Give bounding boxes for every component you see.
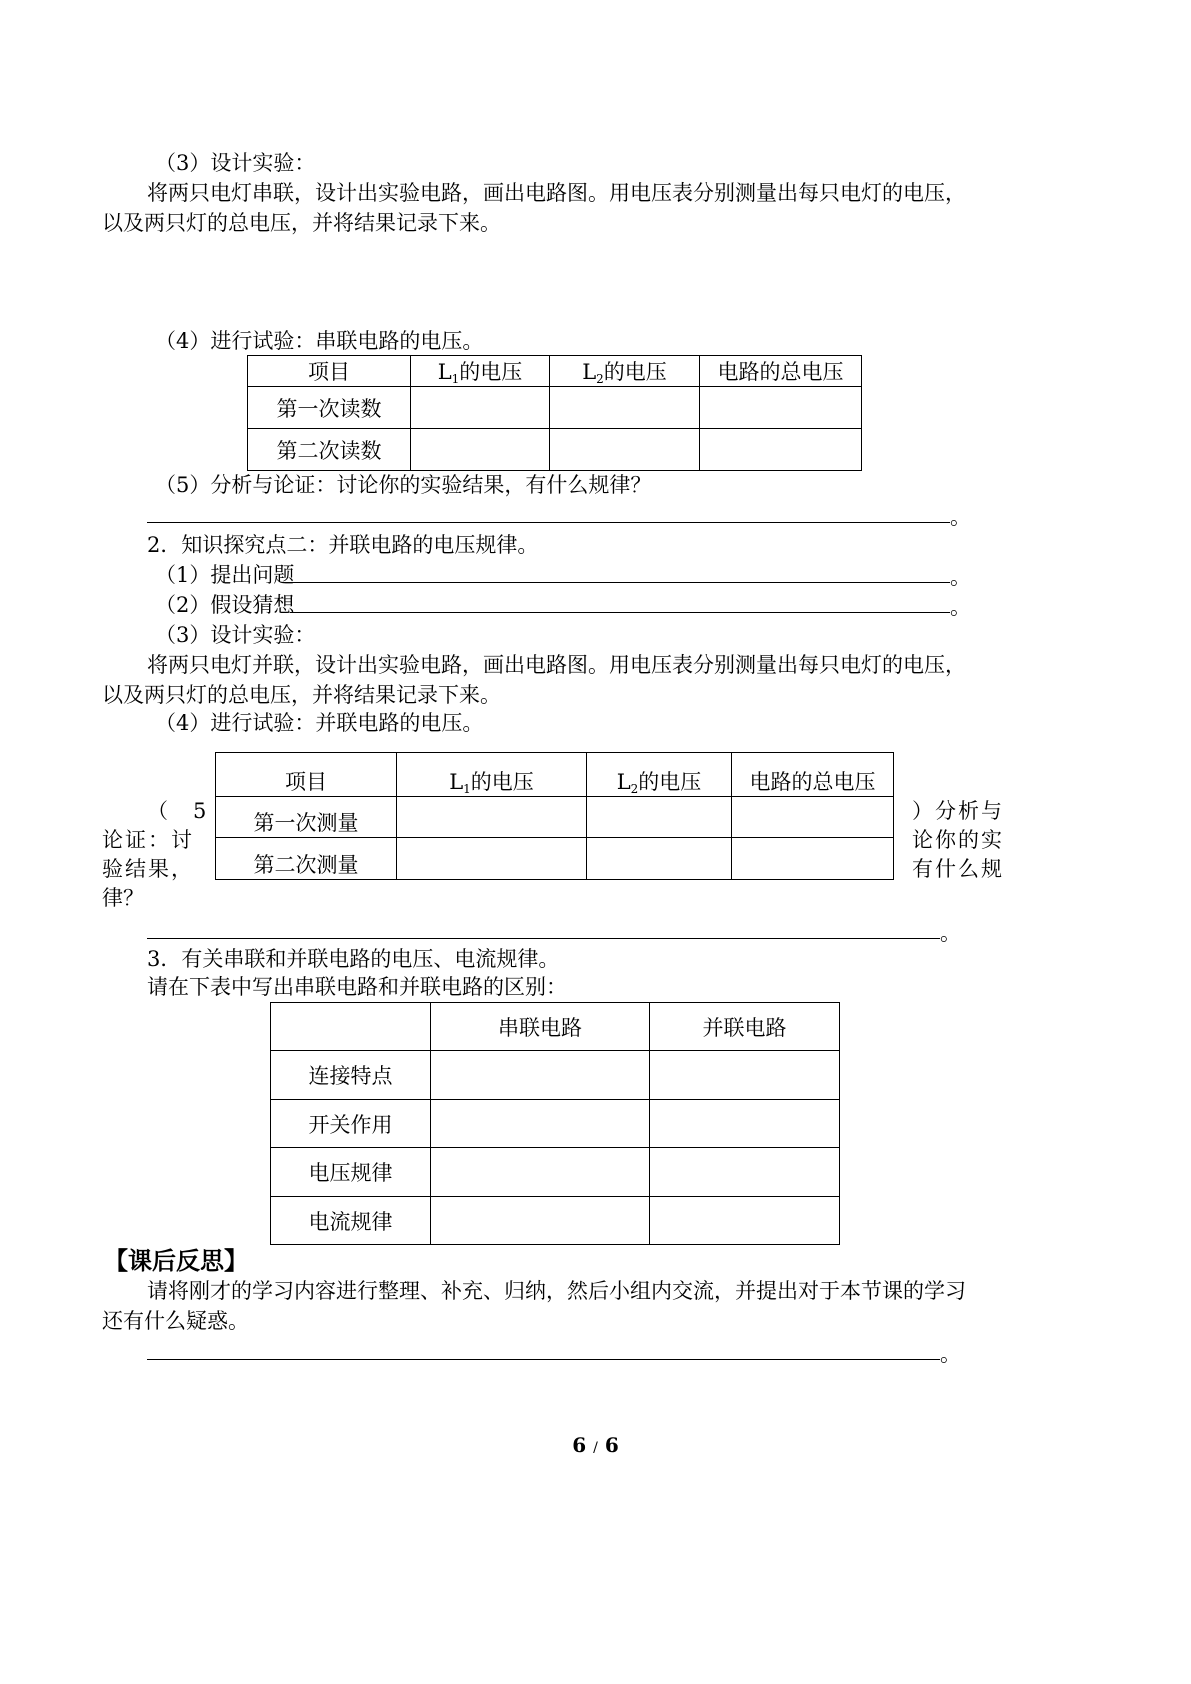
reflection-text-1: 请将刚才的学习内容进行整理、补充、归纳，然后小组内交流，并提出对于本节课的学习 (147, 1279, 966, 1303)
table-cell[interactable] (431, 1197, 650, 1245)
s1-analysis-prompt: （5）分析与论证：讨论你的实验结果，有什么规律？ (155, 473, 652, 497)
table-header: $L_1$的电压 (411, 356, 550, 387)
table-cell[interactable] (397, 797, 587, 838)
table-header: $L_2$的电压 (587, 753, 732, 797)
wrap-text-left: （ 5 (147, 799, 209, 823)
wrap-text-right: ）分析与 (912, 799, 1004, 823)
period-mark: 。 (950, 505, 971, 529)
table-header: 项目 (216, 753, 397, 797)
table-row-label: 第二次读数 (248, 429, 411, 471)
wrap-text-left: 论证：讨 (102, 828, 194, 852)
s1-design-heading: （3）设计实验： (155, 151, 316, 175)
s1-design-text-1: 将两只电灯串联，设计出实验电路，画出电路图。用电压表分别测量出每只电灯的电压， (147, 181, 966, 205)
table-row-label: 电流规律 (271, 1197, 431, 1245)
wrap-text-right: 有什么规 (912, 857, 1004, 881)
s1-design-text-2: 以及两只灯的总电压，并将结果记录下来。 (102, 211, 501, 235)
s3-instruction: 请在下表中写出串联电路和并联电路的区别： (147, 975, 567, 999)
table-row-label: 连接特点 (271, 1051, 431, 1100)
parallel-voltage-table (215, 752, 894, 880)
answer-blank-line[interactable] (147, 938, 940, 939)
table-cell[interactable] (411, 387, 550, 429)
answer-blank-line[interactable] (147, 1359, 940, 1360)
wrap-text-left: 律？ (102, 886, 144, 910)
table-cell[interactable] (550, 429, 700, 471)
table-cell[interactable] (411, 429, 550, 471)
table-cell[interactable] (431, 1100, 650, 1148)
period-mark: 。 (950, 595, 971, 619)
page-number: 6 / 6 (572, 1433, 619, 1457)
table-cell[interactable] (587, 838, 732, 880)
reflection-text-2: 还有什么疑惑。 (102, 1309, 249, 1333)
reflection-heading: 【课后反思】 (104, 1247, 248, 1275)
wrap-text-right: 论你的实 (912, 828, 1004, 852)
table-row-label: 第一次测量 (216, 797, 397, 838)
series-voltage-table (247, 355, 862, 471)
table-row-label: 开关作用 (271, 1100, 431, 1148)
period-mark: 。 (940, 1342, 961, 1366)
s2-title: 2．知识探究点二：并联电路的电压规律。 (147, 533, 539, 557)
s2-question-label: （1）提出问题 (155, 563, 295, 587)
table-header: 并联电路 (650, 1003, 840, 1051)
table-row-label: 电压规律 (271, 1148, 431, 1197)
table-cell[interactable] (550, 387, 700, 429)
table-header: $L_1$的电压 (397, 753, 587, 797)
table-row-label: 第二次测量 (216, 838, 397, 880)
s2-hypothesis-label: （2）假设猜想 (155, 593, 295, 617)
table-cell[interactable] (431, 1051, 650, 1100)
s1-experiment-heading: （4）进行试验：串联电路的电压。 (155, 329, 484, 353)
table-cell[interactable] (732, 838, 894, 880)
table-cell[interactable] (397, 838, 587, 880)
answer-blank-line[interactable] (290, 582, 950, 583)
table-header (271, 1003, 431, 1051)
table-cell[interactable] (700, 387, 862, 429)
table-header: 电路的总电压 (732, 753, 894, 797)
table-row-label: 第一次读数 (248, 387, 411, 429)
table-cell[interactable] (650, 1197, 840, 1245)
period-mark: 。 (950, 565, 971, 589)
s2-experiment-heading: （4）进行试验：并联电路的电压。 (155, 711, 484, 735)
table-header: 电路的总电压 (700, 356, 862, 387)
answer-blank-line[interactable] (290, 612, 950, 613)
table-cell[interactable] (650, 1051, 840, 1100)
s2-design-text-1: 将两只电灯并联，设计出实验电路，画出电路图。用电压表分别测量出每只电灯的电压， (147, 653, 966, 677)
table-cell[interactable] (732, 797, 894, 838)
s3-title: 3．有关串联和并联电路的电压、电流规律。 (147, 947, 560, 971)
table-header: 项目 (248, 356, 411, 387)
table-cell[interactable] (700, 429, 862, 471)
comparison-table (270, 1002, 840, 1245)
s2-design-heading: （3）设计实验： (155, 623, 316, 647)
table-cell[interactable] (431, 1148, 650, 1197)
table-cell[interactable] (650, 1100, 840, 1148)
table-header: 串联电路 (431, 1003, 650, 1051)
wrap-text-left: 验结果， (102, 857, 194, 881)
table-cell[interactable] (587, 797, 732, 838)
table-cell[interactable] (650, 1148, 840, 1197)
s2-design-text-2: 以及两只灯的总电压，并将结果记录下来。 (102, 683, 501, 707)
answer-blank-line[interactable] (147, 522, 950, 523)
period-mark: 。 (940, 921, 961, 945)
table-header: $L_2$的电压 (550, 356, 700, 387)
